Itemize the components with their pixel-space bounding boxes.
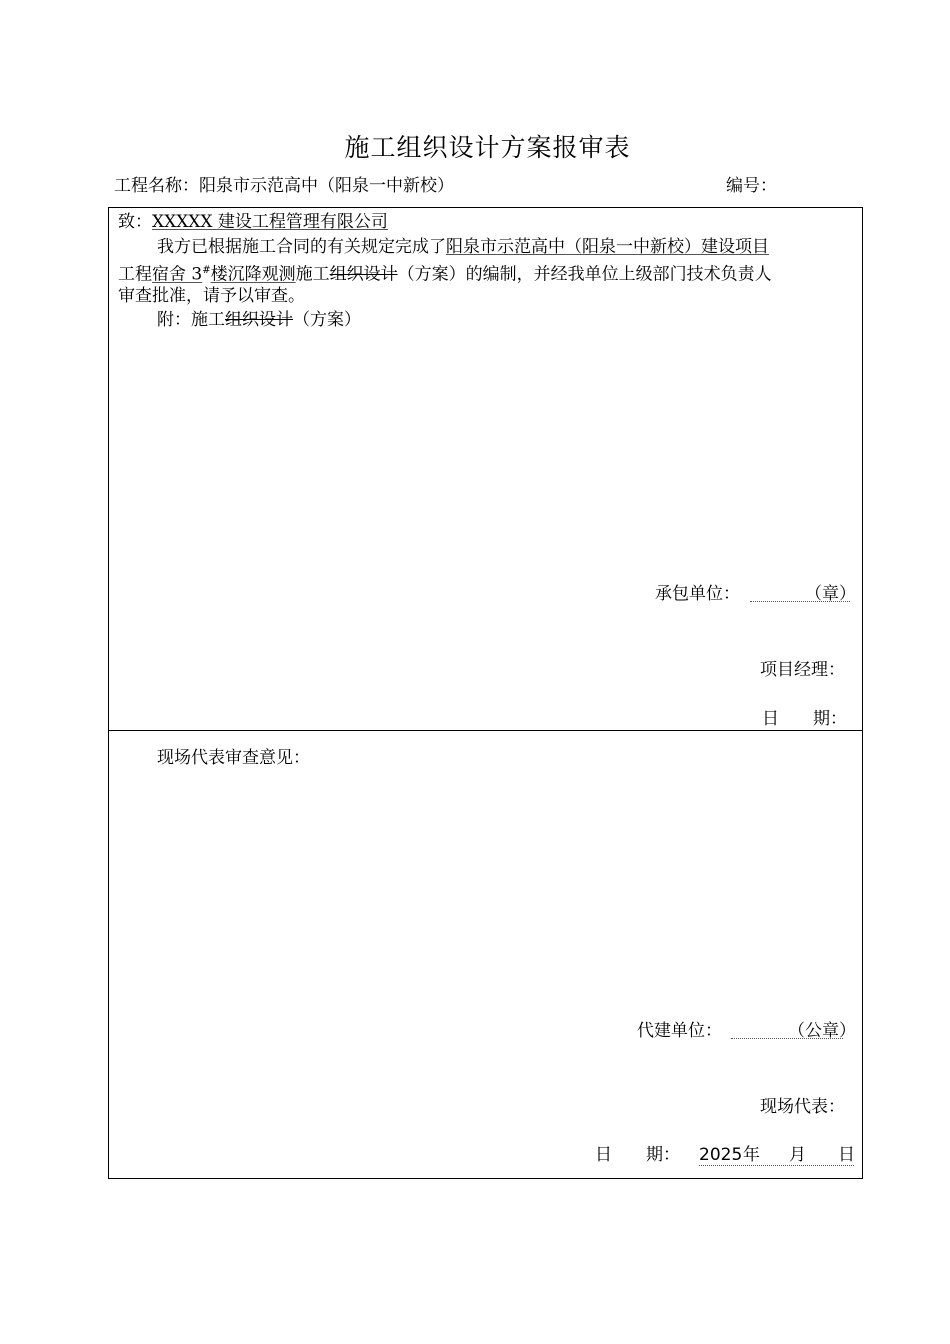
number-label: 编号： <box>726 176 777 196</box>
manager-label: 项目经理： <box>760 660 845 680</box>
line2-sup: # <box>202 265 211 276</box>
line2-item2: 楼沉降观测 <box>210 264 296 285</box>
to-company: XXXXX 建设工程管理有限公司 <box>152 212 388 232</box>
day-unit: 日 <box>838 1145 855 1165</box>
official-seal: （公章） <box>788 1021 856 1041</box>
contractor-seal: （章） <box>805 584 856 604</box>
attachment-line <box>157 308 361 332</box>
attach-strike: 组织设计 <box>225 310 293 330</box>
line2-a: 施工 <box>295 264 330 285</box>
year-unit: 年 <box>743 1145 760 1165</box>
line2-prefix: 工程 <box>118 264 152 285</box>
project-label: 工程名称： <box>114 176 199 196</box>
contractor-sign-line <box>750 601 850 602</box>
contractor-label: 承包单位： <box>655 584 740 604</box>
agent-label: 代建单位： <box>637 1021 722 1041</box>
body-line-2 <box>118 259 772 287</box>
section-divider <box>108 730 863 731</box>
body-line-1 <box>157 235 769 259</box>
line2-item: 宿舍 3 <box>152 264 203 285</box>
project-name: 阳泉市示范高中（阳泉一中新校） <box>199 176 454 196</box>
date-label-2: 日 期： <box>595 1145 680 1165</box>
line1-project: 阳泉市示范高中（阳泉一中新校） <box>446 237 701 257</box>
date-value <box>699 1143 742 1167</box>
line1-suffix: 建设项目 <box>701 237 769 257</box>
addressee-row <box>118 210 388 234</box>
year-value: 2025 <box>699 1145 743 1165</box>
project-name-row <box>114 171 454 196</box>
body-line-3: 审查批准，请予以审查。 <box>118 286 305 306</box>
attach-a: 附：施工 <box>157 310 225 330</box>
date-label-1: 日 期： <box>762 709 847 729</box>
to-label: 致： <box>118 212 152 232</box>
page-title: 施工组织设计方案报审表 <box>344 133 631 162</box>
line2-rest: （方案）的编制，并经我单位上级部门技术负责人 <box>397 264 772 285</box>
opinion-label: 现场代表审查意见： <box>157 748 310 768</box>
month-unit: 月 <box>789 1145 806 1165</box>
date-underline <box>699 1165 854 1166</box>
rep-label: 现场代表： <box>760 1097 845 1117</box>
line2-strike: 组织设计 <box>329 264 398 285</box>
form-frame <box>108 207 863 1179</box>
agent-sign-line <box>731 1038 843 1039</box>
attach-b: （方案） <box>293 310 361 330</box>
line1-prefix: 我方已根据施工合同的有关规定完成了 <box>157 237 446 257</box>
